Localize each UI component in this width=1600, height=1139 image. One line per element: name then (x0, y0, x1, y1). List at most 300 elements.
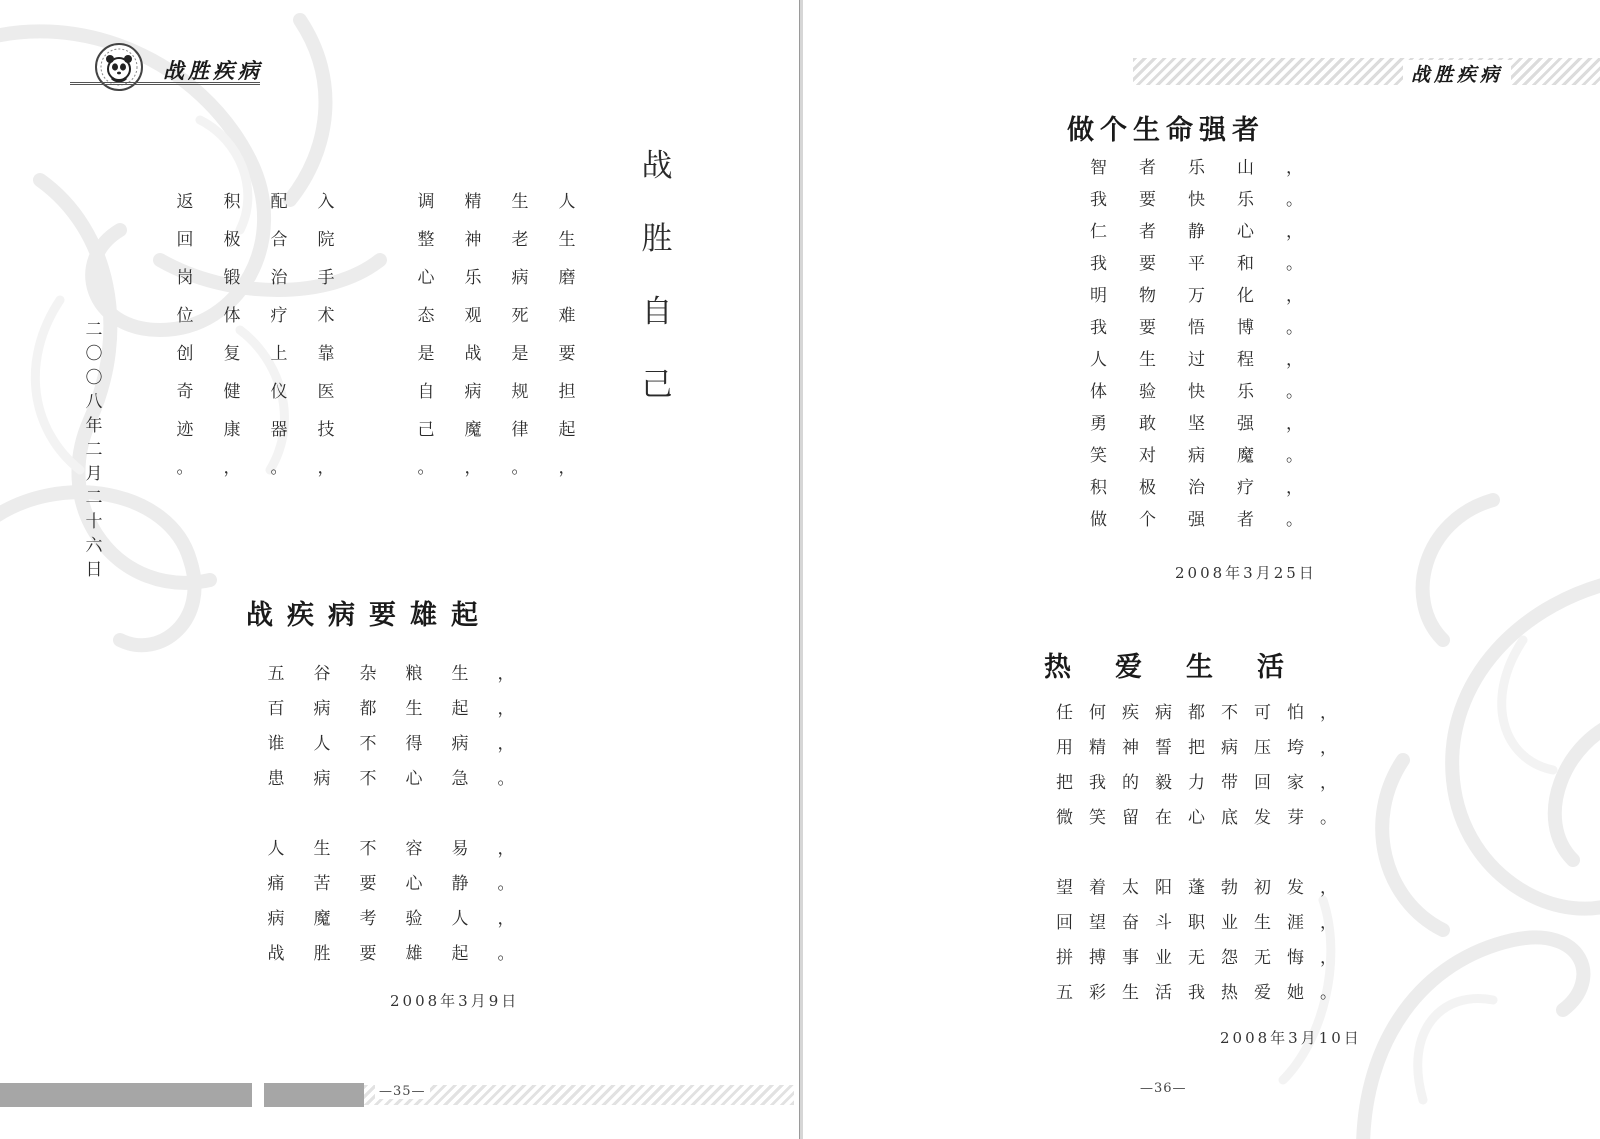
poem-char: 要 (1139, 254, 1156, 274)
poem-char: 都 (1188, 703, 1205, 723)
poem-char: 人 (451, 909, 469, 929)
poem-char: 生 (511, 192, 529, 212)
poem-char: 强 (1237, 414, 1254, 434)
poem-char: 业 (1221, 913, 1238, 933)
poem-char: 神 (1122, 738, 1139, 758)
poem-char: 胜 (313, 944, 331, 964)
poem-char: 笑 (1090, 446, 1107, 466)
poem-line (1048, 906, 1345, 941)
poem-line (253, 832, 529, 867)
poem-char: ， (1286, 414, 1303, 434)
poem-line (1074, 472, 1319, 504)
poem-column (267, 183, 291, 487)
poem-char: ， (1286, 222, 1303, 242)
poem-char: 验 (405, 909, 423, 929)
poem-char: ， (223, 458, 241, 478)
poem-char: 。 (176, 458, 194, 478)
poem-char: 配 (270, 192, 288, 212)
poem-char: 积 (223, 192, 241, 212)
poem-char: 痛 (267, 874, 285, 894)
poem-char: 乐 (1188, 158, 1205, 178)
poem-char: 山 (1237, 158, 1254, 178)
poem-char: 病 (1155, 703, 1172, 723)
poem-char: 律 (511, 420, 529, 440)
poem-line (1048, 766, 1345, 801)
poem-char: 合 (270, 230, 288, 250)
date-char: 〇 (85, 368, 103, 388)
poem-char: ， (1320, 878, 1337, 898)
poem-char: 院 (317, 230, 335, 250)
poem-char: 迹 (176, 420, 194, 440)
poem-char: 。 (511, 458, 529, 478)
poem-char: 把 (1056, 773, 1073, 793)
poem-char: 不 (359, 734, 377, 754)
poem-char: ， (1286, 158, 1303, 178)
poem-char: 快 (1188, 382, 1205, 402)
poem-char: 家 (1287, 773, 1304, 793)
poem-char: ， (497, 664, 515, 684)
date-char: 〇 (85, 344, 103, 364)
poem-date: 2008年3月9日 (390, 992, 520, 1010)
title-char: 胜 (641, 221, 673, 257)
poem-char: 心 (1237, 222, 1254, 242)
poem-char: 用 (1056, 738, 1073, 758)
poem-line (1074, 248, 1319, 280)
poem-column (555, 183, 579, 487)
poem-char: 过 (1188, 350, 1205, 370)
poem-char: 生 (1254, 913, 1271, 933)
poem-char: 勃 (1221, 878, 1238, 898)
poem-title: 战疾病要雄起 (246, 600, 492, 631)
poem-title: 热爱生活 (1044, 652, 1328, 683)
title-char: 战 (641, 148, 673, 184)
poem-char: 万 (1188, 286, 1205, 306)
poem-line (1074, 504, 1319, 536)
poem-char: ， (1320, 703, 1337, 723)
poem-char: 观 (464, 306, 482, 326)
date-char: 六 (85, 536, 103, 556)
poem-char: 我 (1090, 318, 1107, 338)
poem-char: 苦 (313, 874, 331, 894)
poem-char: 雄 (405, 944, 423, 964)
poem-char: 的 (1122, 773, 1139, 793)
poem-char: 生 (313, 839, 331, 859)
poem-char: 谷 (313, 664, 331, 684)
poem-char: 何 (1089, 703, 1106, 723)
poem-char: 要 (1139, 190, 1156, 210)
poem-char: 极 (1139, 478, 1156, 498)
poem-line (1048, 696, 1345, 731)
poem-char: ， (1320, 948, 1337, 968)
poem-char: ， (1286, 286, 1303, 306)
poem-char: 。 (1286, 254, 1303, 274)
poem-char: 磨 (558, 268, 576, 288)
poem-char: 百 (267, 699, 285, 719)
stanza-gap (1048, 836, 1345, 871)
poem-char: 老 (511, 230, 529, 250)
poem-char: 搏 (1089, 948, 1106, 968)
poem-char: 起 (451, 944, 469, 964)
poem-char: 芽 (1287, 808, 1304, 828)
poem-char: 生 (1122, 983, 1139, 1003)
poem-title-vertical (637, 130, 677, 422)
poem-char: 粮 (405, 664, 423, 684)
date-char: 年 (85, 416, 103, 436)
poem-char: 要 (1139, 318, 1156, 338)
poem-char: 技 (317, 420, 335, 440)
page-number: —35— (375, 1084, 430, 1099)
poem-char: 快 (1188, 190, 1205, 210)
poem-char: 敢 (1139, 414, 1156, 434)
poem-char: 做 (1090, 510, 1107, 530)
poem-char: 乐 (1237, 190, 1254, 210)
poem-char: 不 (1221, 703, 1238, 723)
poem-char: 把 (1188, 738, 1205, 758)
poem-vertical-columns (173, 183, 579, 487)
poem-char: 事 (1122, 948, 1139, 968)
poem-char: 死 (511, 306, 529, 326)
poem-char: 静 (451, 874, 469, 894)
poem-char: 态 (417, 306, 435, 326)
poem-char: 活 (1155, 983, 1172, 1003)
poem-char: 望 (1089, 913, 1106, 933)
poem-char: 。 (497, 944, 515, 964)
poem-char: 悟 (1188, 318, 1205, 338)
poem-char: 病 (313, 699, 331, 719)
poem-column (508, 183, 532, 487)
poem-char: 。 (1286, 190, 1303, 210)
poem-line (253, 692, 529, 727)
poem-char: 五 (267, 664, 285, 684)
date-char: 日 (85, 560, 103, 580)
poem-char: 。 (1320, 808, 1337, 828)
poem-line (1074, 312, 1319, 344)
poem-char: 整 (417, 230, 435, 250)
date-char: 二 (85, 488, 103, 508)
poem-char: 勇 (1090, 414, 1107, 434)
poem-char: 回 (1056, 913, 1073, 933)
poem-char: 职 (1188, 913, 1205, 933)
poem-body (1074, 152, 1319, 536)
poem-char: 起 (558, 420, 576, 440)
poem-char: ， (317, 458, 335, 478)
poem-column (461, 183, 485, 487)
poem-char: 怨 (1221, 948, 1238, 968)
date-char: 月 (85, 464, 103, 484)
poem-char: 人 (267, 839, 285, 859)
poem-char: 怕 (1287, 703, 1304, 723)
poem-char: 彩 (1089, 983, 1106, 1003)
poem-char: 。 (270, 458, 288, 478)
stanza-gap (253, 797, 529, 832)
poem-char: 心 (1188, 808, 1205, 828)
poem-char: 博 (1237, 318, 1254, 338)
poem-char: 誓 (1155, 738, 1172, 758)
poem-char: 我 (1090, 190, 1107, 210)
poem-char: 者 (1139, 158, 1156, 178)
poem-char: 考 (359, 909, 377, 929)
poem-char: ， (558, 458, 576, 478)
poem-char: 人 (1090, 350, 1107, 370)
date-char: 二 (85, 320, 103, 340)
poem-char: 程 (1237, 350, 1254, 370)
header-title: 战胜疾病 (163, 59, 263, 83)
poem-char: 神 (464, 230, 482, 250)
poem-char: 返 (176, 192, 194, 212)
poem-char: 她 (1287, 983, 1304, 1003)
poem-char: 蓬 (1188, 878, 1205, 898)
poem-char: 生 (405, 699, 423, 719)
poem-char: 。 (497, 769, 515, 789)
poem-char: 复 (223, 344, 241, 364)
poem-char: 谁 (267, 734, 285, 754)
poem-column (414, 183, 438, 487)
poem-char: 手 (317, 268, 335, 288)
poem-char: 我 (1090, 254, 1107, 274)
poem-char: 底 (1221, 808, 1238, 828)
poem-char: 垮 (1287, 738, 1304, 758)
poem-char: 奇 (176, 382, 194, 402)
poem-line (1074, 216, 1319, 248)
poem-line (253, 867, 529, 902)
poem-char: 回 (1254, 773, 1271, 793)
poem-char: 我 (1188, 983, 1205, 1003)
poem-date: 2008年3月10日 (1220, 1029, 1362, 1047)
poem-line (253, 657, 529, 692)
poem-char: 。 (1286, 446, 1303, 466)
poem-char: 起 (451, 699, 469, 719)
poem-char: 容 (405, 839, 423, 859)
poem-char: 涯 (1287, 913, 1304, 933)
footer-bar (0, 1083, 252, 1107)
poem-char: ， (1286, 350, 1303, 370)
poem-char: 回 (176, 230, 194, 250)
poem-char: ， (464, 458, 482, 478)
poem-char: 微 (1056, 808, 1073, 828)
poem-char: 无 (1188, 948, 1205, 968)
poem-char: 医 (317, 382, 335, 402)
poem-char: 仪 (270, 382, 288, 402)
poem-char: 难 (558, 306, 576, 326)
poem-char: 人 (558, 192, 576, 212)
poem-char: 魔 (313, 909, 331, 929)
poem-char: 压 (1254, 738, 1271, 758)
poem-char: 仁 (1090, 222, 1107, 242)
poem-char: 术 (317, 306, 335, 326)
poem-char: 任 (1056, 703, 1073, 723)
poem-char: 病 (464, 382, 482, 402)
poem-char: 斗 (1155, 913, 1172, 933)
poem-char: 。 (1286, 510, 1303, 530)
poem-char: 悔 (1287, 948, 1304, 968)
poem-char: 治 (270, 268, 288, 288)
poem-char: 调 (417, 192, 435, 212)
poem-line (1074, 440, 1319, 472)
poem-char: 心 (417, 268, 435, 288)
poem-char: 都 (359, 699, 377, 719)
poem-char: 。 (497, 874, 515, 894)
title-char: 自 (641, 294, 673, 330)
poem-char: 对 (1139, 446, 1156, 466)
poem-date-vertical (84, 318, 104, 582)
poem-char: 担 (558, 382, 576, 402)
poem-char: 生 (558, 230, 576, 250)
poem-line (1074, 280, 1319, 312)
poem-char: 锻 (223, 268, 241, 288)
header-title: 战胜疾病 (1403, 60, 1511, 87)
poem-char: 魔 (464, 420, 482, 440)
right-page (803, 0, 1600, 1139)
poem-line (1074, 376, 1319, 408)
date-char: 二 (85, 440, 103, 460)
poem-char: 杂 (359, 664, 377, 684)
poem-line (1048, 731, 1345, 766)
poem-char: 精 (1089, 738, 1106, 758)
poem-char: 生 (451, 664, 469, 684)
poem-char: 。 (1320, 983, 1337, 1003)
poem-char: 病 (313, 769, 331, 789)
poem-char: 无 (1254, 948, 1271, 968)
poem-char: ， (497, 839, 515, 859)
poem-char: 要 (359, 874, 377, 894)
poem-char: 规 (511, 382, 529, 402)
poem-char: 患 (267, 769, 285, 789)
poem-char: 己 (417, 420, 435, 440)
poem-char: 乐 (1237, 382, 1254, 402)
poem-line (253, 762, 529, 797)
poem-char: 体 (223, 306, 241, 326)
poem-char: 。 (1286, 382, 1303, 402)
poem-char: 静 (1188, 222, 1205, 242)
poem-char: 康 (223, 420, 241, 440)
poem-char: 入 (317, 192, 335, 212)
poem-char: 可 (1254, 703, 1271, 723)
poem-char: 要 (359, 944, 377, 964)
poem-char: 易 (451, 839, 469, 859)
poem-char: 化 (1237, 286, 1254, 306)
poem-char: 阳 (1155, 878, 1172, 898)
poem-char: 坚 (1188, 414, 1205, 434)
poem-char: 岗 (176, 268, 194, 288)
poem-char: 智 (1090, 158, 1107, 178)
poem-char: 发 (1254, 808, 1271, 828)
poem-column (314, 183, 338, 487)
poem-char: 位 (176, 306, 194, 326)
poem-char: 魔 (1237, 446, 1254, 466)
poem-char: 个 (1139, 510, 1156, 530)
poem-char: ， (497, 909, 515, 929)
poem-char: 热 (1221, 983, 1238, 1003)
poem-char: 极 (223, 230, 241, 250)
poem-body (1048, 696, 1345, 1011)
poem-char: 在 (1155, 808, 1172, 828)
poem-line (253, 902, 529, 937)
poem-line (1048, 941, 1345, 976)
poem-char: 病 (267, 909, 285, 929)
header-stripes (1133, 58, 1600, 85)
poem-char: 急 (451, 769, 469, 789)
poem-char: 积 (1090, 478, 1107, 498)
poem-char: 初 (1254, 878, 1271, 898)
poem-char: 。 (1286, 318, 1303, 338)
poem-char: ， (1320, 773, 1337, 793)
poem-char: 病 (1221, 738, 1238, 758)
poem-char: 业 (1155, 948, 1172, 968)
poem-char: 靠 (317, 344, 335, 364)
poem-char: 和 (1237, 254, 1254, 274)
poem-char: 病 (1188, 446, 1205, 466)
poem-char: ， (1320, 913, 1337, 933)
poem-char: 病 (451, 734, 469, 754)
poem-column (220, 183, 244, 487)
poem-char: 人 (313, 734, 331, 754)
header-rule (70, 82, 260, 85)
poem-char: 发 (1287, 878, 1304, 898)
poem-char: ， (497, 734, 515, 754)
poem-char: 健 (223, 382, 241, 402)
poem-char: 上 (270, 344, 288, 364)
poem-char: 明 (1090, 286, 1107, 306)
poem-char: 。 (417, 458, 435, 478)
footer-bar (264, 1083, 364, 1107)
poem-char: 平 (1188, 254, 1205, 274)
poem-char: 带 (1221, 773, 1238, 793)
poem-line (1074, 408, 1319, 440)
poem-line (1074, 152, 1319, 184)
poem-char: 心 (405, 769, 423, 789)
poem-char: 者 (1139, 222, 1156, 242)
poem-char: 拼 (1056, 948, 1073, 968)
poem-char: ， (1286, 478, 1303, 498)
poem-line (1048, 871, 1345, 906)
date-char: 十 (85, 512, 103, 532)
poem-char: 验 (1139, 382, 1156, 402)
poem-char: 器 (270, 420, 288, 440)
poem-char: 是 (511, 344, 529, 364)
poem-char: 不 (359, 769, 377, 789)
poem-char: 心 (405, 874, 423, 894)
poem-char: 爱 (1254, 983, 1271, 1003)
poem-char: 是 (417, 344, 435, 364)
poem-char: 精 (464, 192, 482, 212)
poem-char: 创 (176, 344, 194, 364)
poem-line (1048, 801, 1345, 836)
poem-line (1074, 344, 1319, 376)
poem-column (173, 183, 197, 487)
poem-line (253, 937, 529, 972)
poem-title: 做个生命强者 (1067, 115, 1265, 146)
date-char: 八 (85, 392, 103, 412)
poem-char: 望 (1056, 878, 1073, 898)
poem-char: 疗 (1237, 478, 1254, 498)
poem-line (1074, 184, 1319, 216)
poem-char: 不 (359, 839, 377, 859)
poem-char: 治 (1188, 478, 1205, 498)
poem-char: 生 (1139, 350, 1156, 370)
poem-char: ， (497, 699, 515, 719)
poem-char: 留 (1122, 808, 1139, 828)
poem-char: 物 (1139, 286, 1156, 306)
poem-char: 自 (417, 382, 435, 402)
page-number: —36— (1140, 1081, 1187, 1096)
poem-char: 疗 (270, 306, 288, 326)
poem-char: 力 (1188, 773, 1205, 793)
poem-char: 奋 (1122, 913, 1139, 933)
poem-char: 我 (1089, 773, 1106, 793)
poem-char: 强 (1188, 510, 1205, 530)
poem-char: 毅 (1155, 773, 1172, 793)
poem-char: 要 (558, 344, 576, 364)
